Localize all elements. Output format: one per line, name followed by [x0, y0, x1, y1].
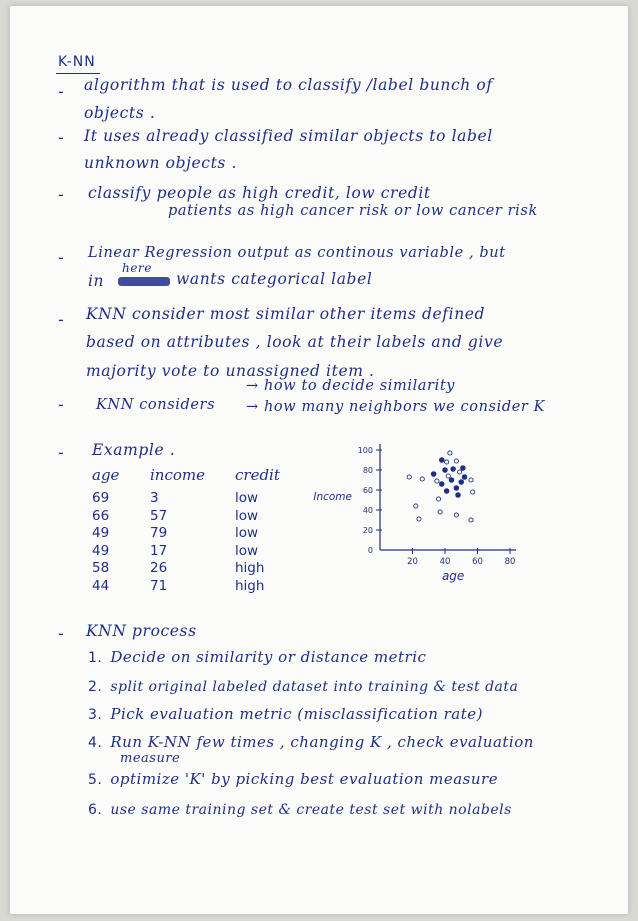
x-tick-label: 40 — [439, 557, 451, 567]
x-axis-label: age — [441, 569, 465, 583]
open-data-point — [471, 490, 475, 494]
x-tick-label: 80 — [504, 557, 516, 567]
table-row — [92, 525, 295, 543]
x-tick-label: 20 — [407, 557, 418, 567]
bullet-dash: - — [58, 624, 64, 643]
open-data-point — [438, 510, 442, 514]
filled-data-point — [444, 489, 449, 494]
example-label: Example . — [92, 441, 176, 459]
filled-data-point — [439, 458, 444, 463]
open-data-point — [454, 513, 458, 517]
cell: high — [235, 577, 265, 594]
process-step: 4. Run K-NN few times , changing K , check evaluation — [88, 733, 534, 751]
y-tick-label: 0 — [367, 546, 373, 555]
open-data-point — [436, 497, 440, 501]
y-tick-label: 100 — [357, 446, 373, 455]
process-step: 1. Decide on similarity or distance metric — [88, 648, 427, 666]
filled-data-point — [461, 466, 466, 471]
cell: 17 — [150, 542, 168, 559]
open-data-point — [458, 470, 462, 474]
open-data-point — [469, 518, 473, 522]
process-step: 6. use same training set & create test set with nolabels — [88, 802, 512, 818]
cell: 66 — [92, 507, 110, 524]
filled-data-point — [451, 467, 456, 472]
cell: 44 — [92, 577, 110, 594]
note-line: wants categorical label — [176, 270, 373, 288]
note-line: Linear Regression output as continous variable , but — [88, 245, 506, 261]
plot-points — [407, 451, 475, 522]
note-line: classify people as high credit, low credit — [88, 184, 431, 202]
filled-data-point — [459, 480, 464, 485]
open-data-point — [446, 474, 450, 478]
table-row — [92, 508, 295, 526]
x-tick-label: 60 — [472, 557, 483, 567]
open-data-point — [448, 451, 452, 455]
process-step: 5. optimize 'K' by picking best evaluation measure — [88, 770, 499, 788]
open-data-point — [454, 459, 458, 463]
note-insert: here — [122, 261, 153, 275]
filled-data-point — [462, 475, 467, 480]
cell: 69 — [92, 490, 110, 506]
cell: 79 — [150, 525, 168, 541]
process-title: KNN process — [86, 622, 197, 640]
cell: 3 — [150, 490, 159, 506]
cell: high — [235, 560, 265, 576]
cell: 71 — [150, 577, 168, 594]
y-axis-label: Income — [313, 491, 352, 503]
table-row — [92, 490, 295, 508]
filled-data-point — [431, 472, 436, 477]
table-row — [92, 543, 295, 561]
filled-data-point — [454, 486, 459, 491]
note-line: in — [88, 272, 105, 290]
bullet-dash: - — [58, 128, 64, 147]
bullet-dash: - — [58, 395, 64, 414]
note-line: based on attributes , look at their labels and give — [86, 333, 504, 351]
y-tick-label: 20 — [362, 526, 373, 535]
col-age: age — [92, 466, 120, 484]
example-table — [92, 466, 295, 595]
col-income: income — [150, 466, 205, 484]
cell: 49 — [92, 542, 110, 559]
open-data-point — [469, 478, 473, 482]
table-header — [92, 466, 295, 490]
cell: 49 — [92, 525, 110, 541]
note-line: → how to decide similarity — [246, 378, 456, 394]
scribble — [118, 277, 170, 286]
bullet-dash: - — [58, 443, 64, 462]
bullet-dash: - — [58, 185, 64, 204]
process-step: 3. Pick evaluation metric (misclassification rate) — [88, 705, 484, 723]
note-line: KNN considers — [96, 397, 216, 413]
y-tick-label: 40 — [362, 506, 373, 515]
note-line: objects . — [84, 104, 156, 122]
page-title: K-NN — [58, 54, 96, 70]
cell: low — [235, 490, 259, 506]
bullet-dash: - — [58, 248, 64, 267]
bullet-dash: - — [58, 310, 64, 329]
cell: 57 — [150, 507, 168, 524]
open-data-point — [435, 479, 439, 483]
process-step: 2. split original labeled dataset into training & test data — [88, 679, 519, 695]
open-data-point — [414, 504, 418, 508]
filled-data-point — [443, 468, 448, 473]
cell: low — [235, 507, 259, 524]
process-step: measure — [120, 751, 181, 766]
bullet-dash: - — [58, 82, 64, 101]
open-data-point — [445, 460, 449, 464]
open-data-point — [417, 517, 421, 521]
filled-data-point — [449, 478, 454, 483]
filled-data-point — [439, 482, 444, 487]
note-line: It uses already classified similar objects to label — [84, 127, 493, 145]
filled-data-point — [456, 493, 461, 498]
title-underline — [56, 73, 100, 74]
note-line: unknown objects . — [84, 154, 237, 172]
note-line: algorithm that is used to classify /label bunch of — [84, 76, 493, 94]
y-tick-label: 60 — [362, 486, 373, 495]
table-row — [92, 578, 295, 596]
y-tick-label: 80 — [362, 466, 373, 475]
plot-ticks — [313, 446, 515, 583]
cell: low — [235, 542, 259, 559]
open-data-point — [407, 475, 411, 479]
cell: low — [235, 525, 259, 541]
col-credit: credit — [235, 466, 280, 484]
table-row — [92, 560, 295, 578]
scatter-plot — [300, 440, 540, 590]
note-line: patients as high cancer risk or low cancer risk — [168, 203, 538, 219]
open-data-point — [420, 477, 424, 481]
cell: 58 — [92, 560, 110, 576]
note-line: majority vote to unassigned item . — [86, 362, 375, 380]
note-line: KNN consider most similar other items defined — [86, 305, 486, 323]
cell: 26 — [150, 560, 168, 576]
note-line: → how many neighbors we consider K — [246, 399, 546, 415]
